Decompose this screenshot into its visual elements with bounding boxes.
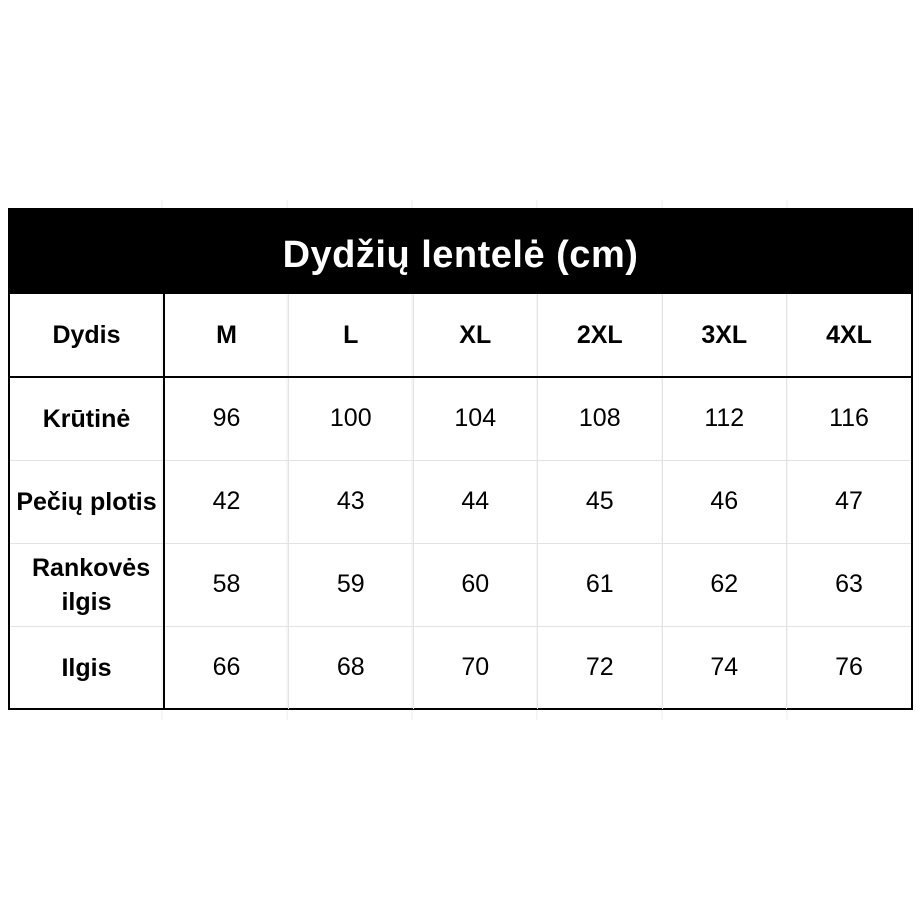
size-header: L xyxy=(289,294,414,377)
header-row xyxy=(10,294,911,377)
table-cell: 44 xyxy=(413,460,538,543)
row-label: Pečių plotis xyxy=(10,460,164,543)
row-label: Ilgis xyxy=(10,626,164,709)
table-cell: 45 xyxy=(538,460,663,543)
table-cell: 47 xyxy=(787,460,912,543)
size-chart-table xyxy=(8,208,913,710)
table-row xyxy=(10,626,911,709)
size-header: 4XL xyxy=(787,294,912,377)
row-label: Rankovės ilgis xyxy=(10,543,164,626)
table-row xyxy=(10,377,911,460)
table-cell: 100 xyxy=(289,377,414,460)
table-cell: 42 xyxy=(164,460,289,543)
table-cell: 104 xyxy=(413,377,538,460)
table-cell: 108 xyxy=(538,377,663,460)
corner-label: Dydis xyxy=(10,294,164,377)
table-cell: 43 xyxy=(289,460,414,543)
table-cell: 63 xyxy=(787,543,912,626)
chart-title-bar xyxy=(10,210,911,294)
size-header: XL xyxy=(413,294,538,377)
table-cell: 74 xyxy=(662,626,787,709)
table-cell: 116 xyxy=(787,377,912,460)
chart-title: Dydžių lentelė (cm) xyxy=(282,233,639,276)
size-header: M xyxy=(164,294,289,377)
table-cell: 60 xyxy=(413,543,538,626)
table-row xyxy=(10,460,911,543)
table-cell: 66 xyxy=(164,626,289,709)
size-grid xyxy=(10,294,911,709)
table-cell: 70 xyxy=(413,626,538,709)
row-label: Krūtinė xyxy=(10,377,164,460)
table-row xyxy=(10,543,911,626)
table-cell: 58 xyxy=(164,543,289,626)
table-cell: 61 xyxy=(538,543,663,626)
table-cell: 62 xyxy=(662,543,787,626)
table-cell: 112 xyxy=(662,377,787,460)
table-cell: 68 xyxy=(289,626,414,709)
table-cell: 96 xyxy=(164,377,289,460)
size-header: 3XL xyxy=(662,294,787,377)
table-cell: 72 xyxy=(538,626,663,709)
size-header: 2XL xyxy=(538,294,663,377)
table-cell: 46 xyxy=(662,460,787,543)
table-cell: 76 xyxy=(787,626,912,709)
table-cell: 59 xyxy=(289,543,414,626)
